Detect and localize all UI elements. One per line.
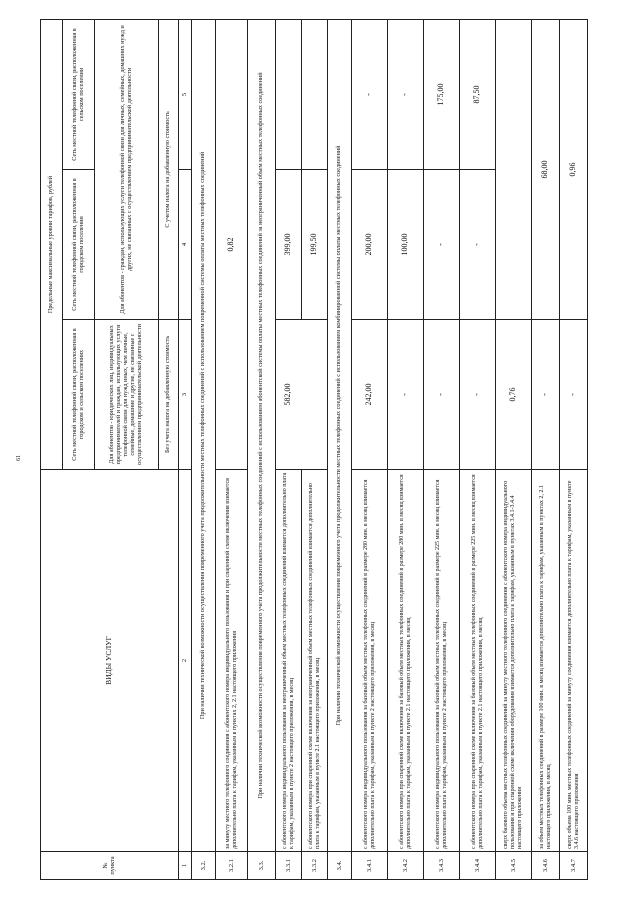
tariff-value: 87,50	[460, 20, 496, 170]
row-number: 3.4.6	[532, 852, 560, 880]
tariff-value: 100,00	[388, 170, 424, 320]
tariff-value: 0,76	[496, 320, 532, 470]
tariff-value: 200,00	[352, 170, 388, 320]
row-number: 3.3.1	[276, 852, 302, 880]
col-number: 5	[179, 20, 192, 170]
service-description: с абонентского номера при спаренной схеме включения за базовый объем местных телефонных соединений в размере 225 мин. в месяц взимается дополнительно плата к тарифам, указанным в пункте 2.1 настоящего приложения, в месяц	[460, 470, 496, 852]
col-number: 1	[179, 852, 192, 880]
table-row	[532, 20, 560, 880]
tariff-value: -	[532, 320, 560, 470]
row-number: 3.3.	[248, 852, 276, 880]
row-number: 3.4.5	[496, 852, 532, 880]
tariff-value	[302, 20, 328, 170]
service-description: с абонентского номера при спаренной схеме включения за неограниченный объем местных телефонных соединений взимается дополнительно плата к тарифам, указанным в пункте 2.1 настоящего приложения, в месяц	[302, 470, 328, 852]
header-city-rural: Сеть местной телефонной связи, расположенная в городском и сельском поселениях	[63, 320, 95, 470]
service-description: с абонентского номера индивидуального пользования за неограниченный объем местных телефонных соединений взимается дополнительно плата к тарифам, указанным в пункте 2 настоящего приложения, в месяц	[276, 470, 302, 852]
row-number: 3.2.1	[216, 852, 248, 880]
tariff-value	[276, 20, 302, 170]
row-number: 3.4.7	[560, 852, 588, 880]
rotated-page	[40, 20, 640, 880]
header-legal: Для абонентов - юридических лиц, индивидуальных предпринимателей и граждан, использующих услуги телефонной связи для нужд иных, чем личные, семейные, домашние и другие, не связанные с осуществлением предпринимательской деятельности	[95, 320, 159, 470]
service-description: с абонентского номера индивидуального пользования за базовый объем местных телефонных соединений в размере 225 мин. в месяц взимается дополнительно плата к тарифам, указанным в пункте 2 настоящего приложения, в месяц	[424, 470, 460, 852]
col-number: 2	[179, 470, 192, 852]
header-city: Сеть местной телефонной связи, расположенная в городском поселении	[63, 170, 95, 320]
tariff-value: 199,50	[302, 170, 328, 320]
tariff-table	[40, 19, 588, 880]
table-row	[276, 20, 302, 880]
tariff-value: -	[352, 20, 388, 170]
row-number: 3.4.3	[424, 852, 460, 880]
table-row	[352, 20, 388, 880]
tariff-value: 399,00	[276, 170, 302, 320]
tariff-value: 0,82	[216, 20, 248, 470]
service-description: с абонентского номера при спаренной схеме включения за базовый объем местных телефонных соединений в размере 280 мин. в месяц взимается дополнительно плата к тарифам, указанным в пункте 2.1 настоящего приложения, в месяц	[388, 470, 424, 852]
header-no-vat: Без учета налога на добавленную стоимость	[159, 320, 179, 470]
tariff-value: -	[388, 320, 424, 470]
table-row	[388, 20, 424, 880]
page-number: 61	[16, 455, 22, 461]
service-description: за минуту местного телефонного соединения с абонентского номера индивидуального пользования и при спаренной схеме включения взимается дополнительно плата к тарифам, указанным в пунктах 2, 2.1 настоящего приложения	[216, 470, 248, 852]
section-title: При наличии технической возможности осуществления повременного учета продолжительности местных телефонных соединений с использованием комбинированной системы оплаты местных телефонных соединений	[328, 20, 352, 852]
header-num: № пункта	[41, 852, 179, 880]
table-row	[192, 20, 216, 880]
service-description: сверх объема 100 мин. местных телефонных соединений за минуту соединения взимается дополнительно плата к тарифам, указанным в пункте 3.4.6 настоящего приложения	[560, 470, 588, 852]
table-row	[248, 20, 276, 880]
row-number: 3.4.4	[460, 852, 496, 880]
header-rural: Сеть местной телефонной связи, расположенная в сельском поселении	[63, 20, 95, 170]
row-number: 3.4.	[328, 852, 352, 880]
tariff-value: -	[424, 320, 460, 470]
tariff-value: -	[424, 170, 460, 320]
service-description: сверх базового объема местных телефонных соединений за минуту местного телефонного соединения с абонентского номера индивидуального пользования и при спаренной схеме включения оборудования взимается дополнительно плата к тарифам, указанным в пунктах 3.4.1-3.4.4 настоящего приложения	[496, 470, 532, 852]
tariff-value: -	[460, 170, 496, 320]
table-row	[496, 20, 532, 880]
header-tariff-group: Предельные максимальные уровни тарифов, рублей	[41, 20, 63, 470]
row-number: 3.2.	[192, 852, 216, 880]
col-number: 4	[179, 170, 192, 320]
table-row	[328, 20, 352, 880]
tariff-value: 242,00	[352, 320, 388, 470]
header-with-vat: С учетом налога на добавленную стоимость	[159, 20, 179, 320]
section-title: При наличии технической возможности осуществления повременного учета продолжительности местных телефонных соединений с использованием абонентской системы оплаты местных телефонных соединений за неограниченный объем местных телефонных соединений	[248, 20, 276, 852]
tariff-value: -	[560, 320, 588, 470]
section-title: При наличии технической возможности осуществления повременного учета продолжительности местных телефонных соединений с использованием повременной системы оплаты местных телефонных соединений	[192, 20, 216, 852]
tariff-value: -	[388, 20, 424, 170]
header-citizens: Для абонентов - граждан, использующих услуги телефонной связи для личных, семейных, домашних нужд и других, не связанных с осуществлением предпринимательской деятельности	[95, 20, 159, 320]
tariff-value: 175,00	[424, 20, 460, 170]
row-number: 3.3.2	[302, 852, 328, 880]
tariff-value: 0,96	[560, 20, 588, 320]
row-number: 3.4.1	[352, 852, 388, 880]
table-row	[216, 20, 248, 880]
tariff-value: 68,00	[532, 20, 560, 320]
tariff-value: 582,00	[276, 320, 328, 470]
service-description: с абонентского номера индивидуального пользования за базовый объем местных телефонных соединений в размере 280 мин. в месяц взимается дополнительно плата к тарифам, указанным в пункте 2 настоящего приложения, в месяц	[352, 470, 388, 852]
row-number: 3.4.2	[388, 852, 424, 880]
tariff-value	[496, 20, 532, 320]
table-row	[560, 20, 588, 880]
col-number: 3	[179, 320, 192, 470]
tariff-value: -	[460, 320, 496, 470]
table-row	[460, 20, 496, 880]
table-row	[424, 20, 460, 880]
header-services: ВИДЫ УСЛУГ	[41, 470, 179, 852]
service-description: за объем местных телефонных соединений в размере 100 мин. в месяц взимается дополнительно плата к тарифам, указанным в пунктах 2, 2.1 настоящего приложения, в месяц	[532, 470, 560, 852]
